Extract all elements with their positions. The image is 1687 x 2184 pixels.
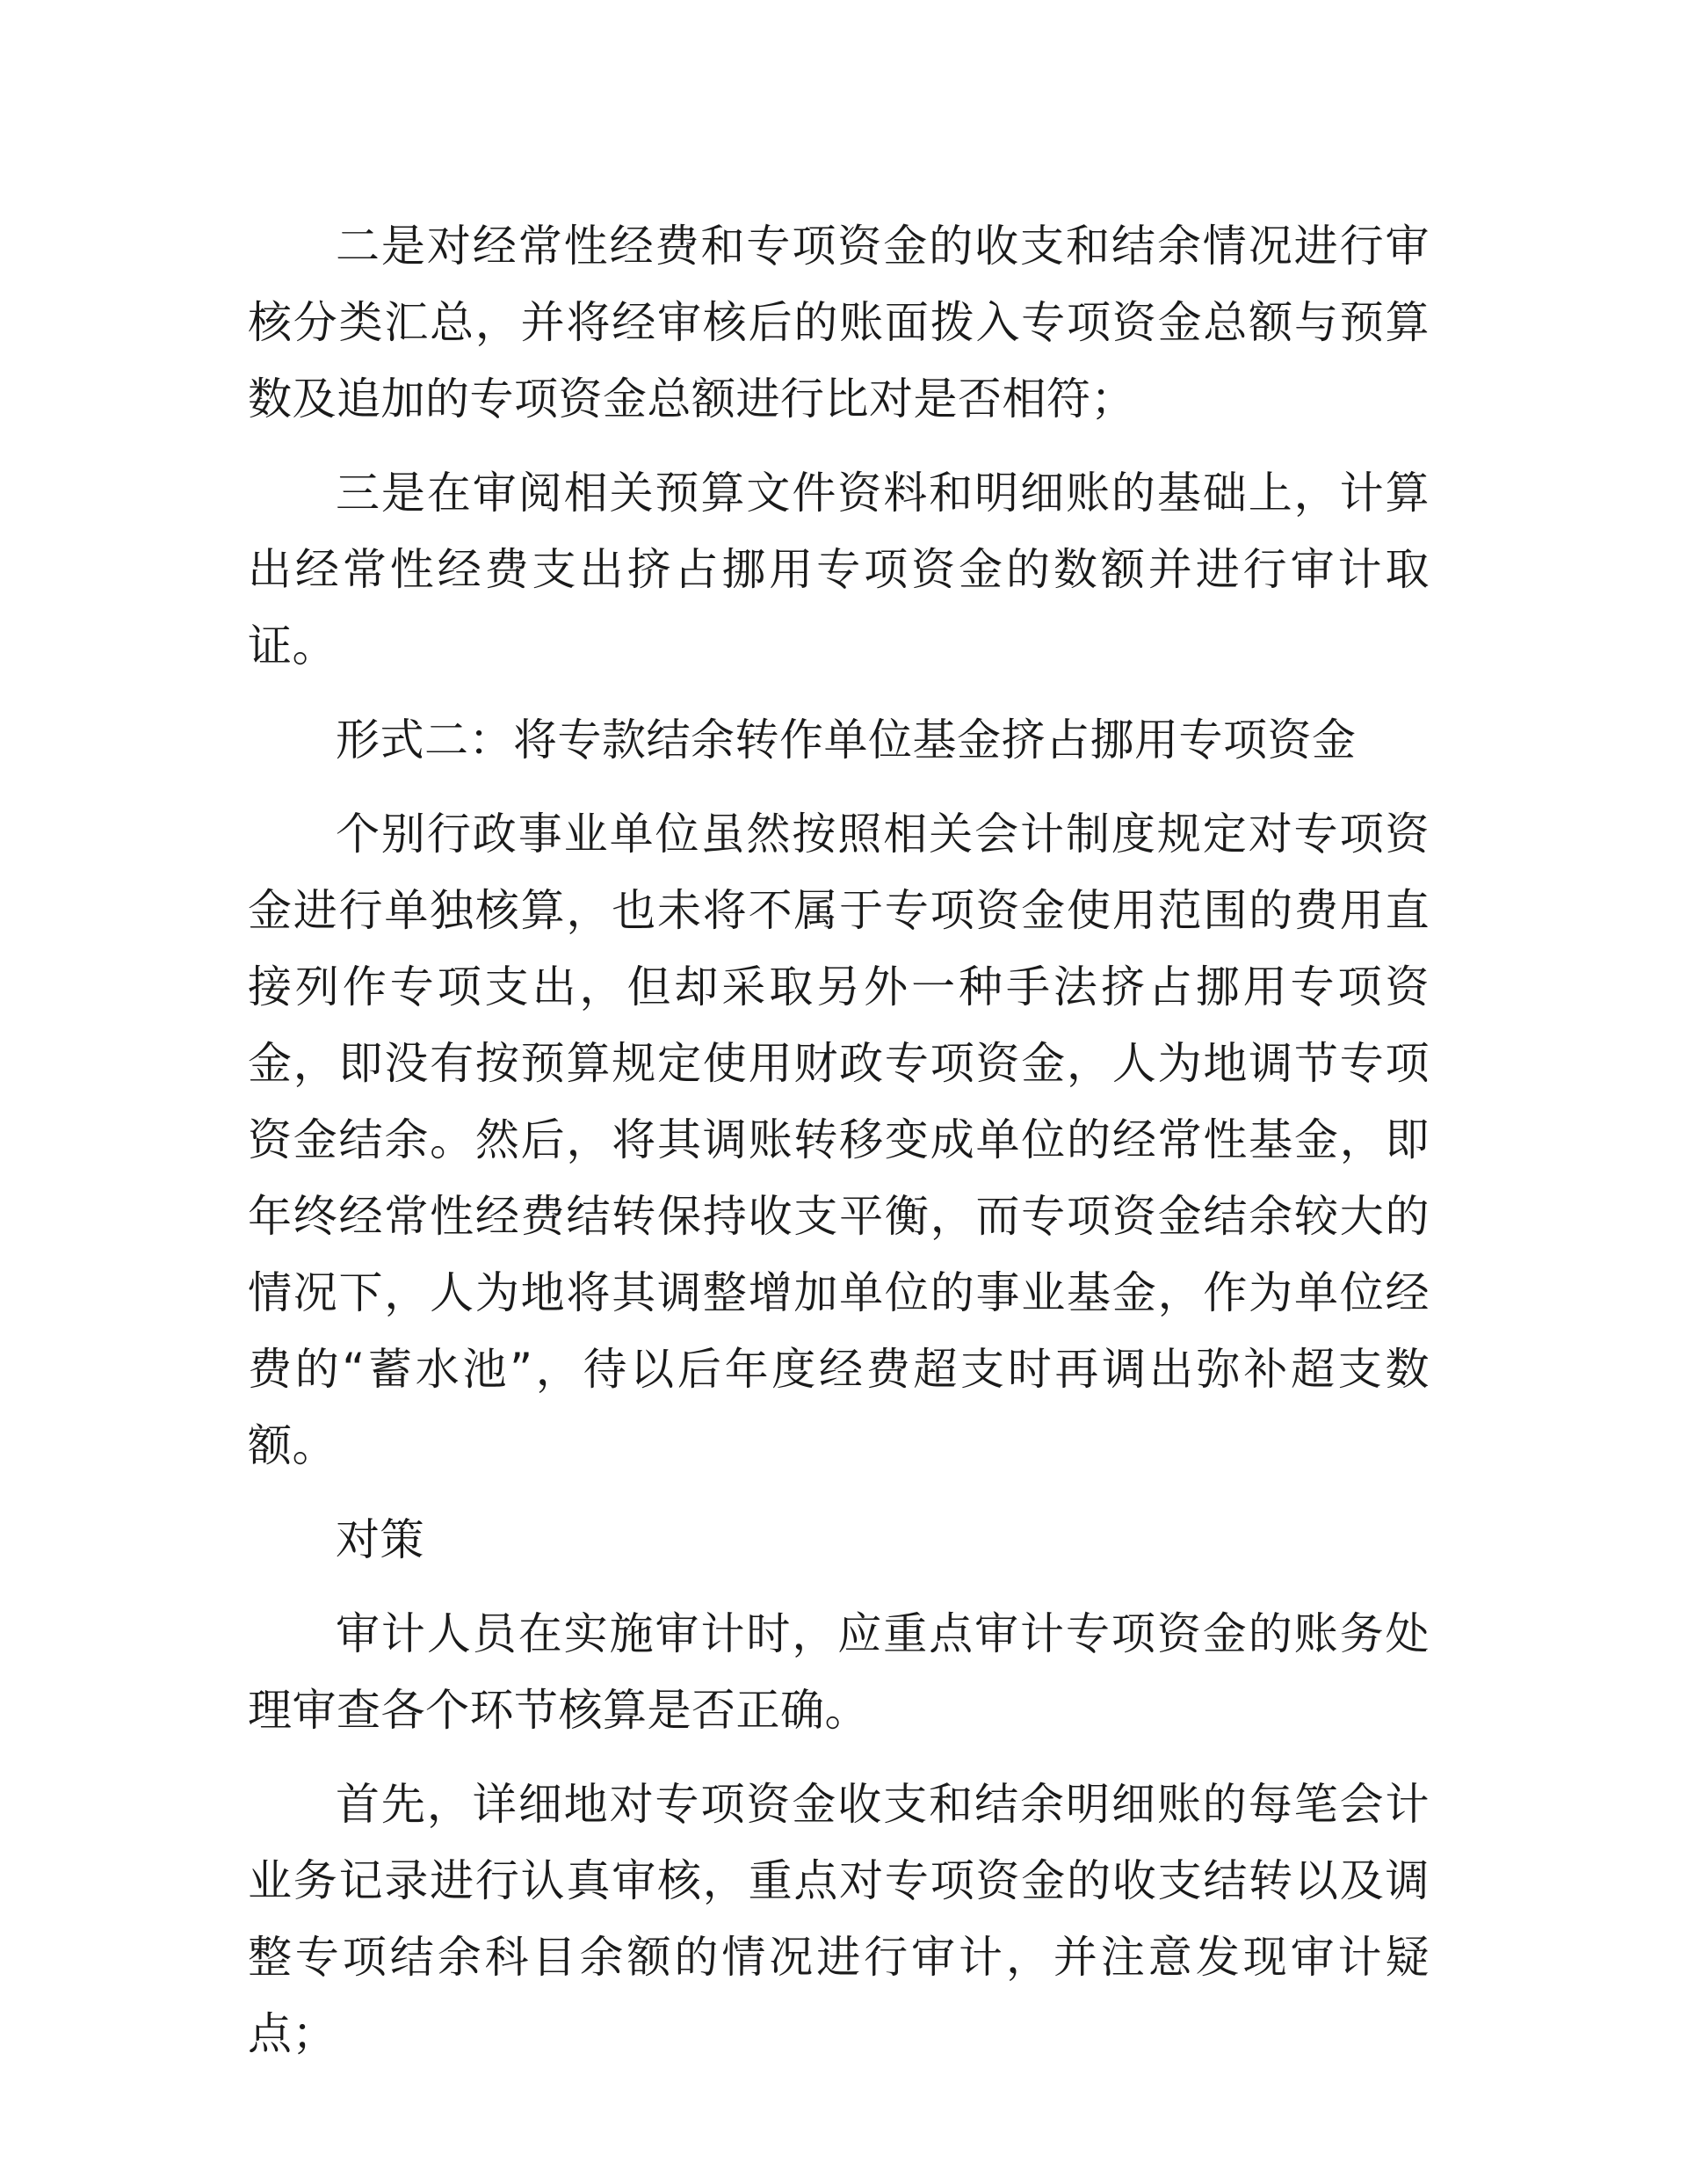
paragraph-review-summary: 二是对经常性经费和专项资金的收支和结余情况进行审核分类汇总，并将经审核后的账面拨入专项资金总额与预算数及追加的专项资金总额进行比对是否相符；: [248, 221, 1430, 424]
section-heading-countermeasure: 对策: [336, 1514, 424, 1565]
paragraph-form-two-description: 个别行政事业单位虽然按照相关会计制度规定对专项资金进行单独核算，也未将不属于专项资金使用范围的费用直接列作专项支出，但却采取另外一种手法挤占挪用专项资金，即没有按预算规定使用财政专项资金，人为地调节专项资金结余。然后，将其调账转移变成单位的经常性基金，即年终经常性经费结转保持收支平衡，而专项资金结余较大的情况下，人为地将其调整增加单位的事业基金，作为单位经费的“蓄水池”，待以后年度经费超支时再调出弥补超支数额。: [248, 809, 1430, 1471]
section-heading-form-two: 形式二：将专款结余转作单位基金挤占挪用专项资金: [336, 715, 1357, 765]
document-body: [248, 208, 1430, 2090]
paragraph-first-step: 首先，详细地对专项资金收支和结余明细账的每笔会计业务记录进行认真审核，重点对专项资金的收支结转以及调整专项结余科目余额的情况进行审计，并注意发现审计疑点；: [248, 1779, 1430, 2059]
paragraph-audit-focus: 审计人员在实施审计时，应重点审计专项资金的账务处理审查各个环节核算是否正确。: [248, 1608, 1430, 1736]
paragraph-calculate-amount: 三是在审阅相关预算文件资料和明细账的基础上，计算出经常性经费支出挤占挪用专项资金的数额并进行审计取证。: [248, 468, 1430, 671]
